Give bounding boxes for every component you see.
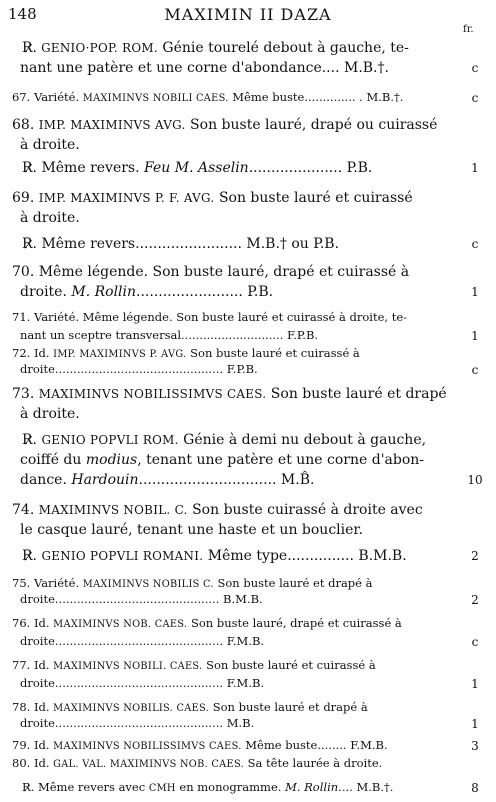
line-text bbox=[12, 346, 360, 360]
text-span: R̷. bbox=[22, 548, 42, 564]
text-line bbox=[0, 60, 496, 80]
text-span: nant une patère et une corne d'abondance.... M.B.†. bbox=[20, 60, 389, 76]
line-text bbox=[20, 362, 258, 376]
text-span: Son buste lauré, drapé ou cuirassé bbox=[185, 117, 438, 133]
line-text bbox=[12, 658, 376, 672]
text-span: IMP. MAXIMINVS AVG. bbox=[38, 118, 186, 132]
text-span: Feu M. Asselin bbox=[144, 160, 249, 176]
text-span: ..................... P.B. bbox=[248, 160, 373, 176]
text-span: MAXIMINVS NOBILI. CAES. bbox=[53, 661, 203, 672]
text-span: .... M.B.†. bbox=[338, 780, 394, 794]
text-span: Son buste lauré et cuirassé à bbox=[186, 346, 360, 360]
text-line bbox=[0, 310, 496, 330]
text-line bbox=[0, 284, 496, 304]
column-label: fr. bbox=[463, 24, 474, 35]
text-span: IMP. MAXIMINVS P. AVG. bbox=[53, 349, 187, 360]
text-span: 77. Id. bbox=[12, 658, 54, 672]
text-span: Son buste cuirassé à droite avec bbox=[187, 502, 423, 518]
text-line bbox=[0, 40, 496, 60]
text-span: Génie à demi nu debout à gauche, bbox=[178, 432, 427, 448]
text-line bbox=[0, 548, 496, 568]
text-span: 73. bbox=[12, 386, 39, 402]
text-span: GAL. VAL. MAXIMINVS NOB. CAES. bbox=[53, 759, 244, 770]
text-span: M. Rollin bbox=[285, 780, 339, 794]
text-span: 71. Variété. Même légende. Son buste lauré et cuirassé à droite, te- bbox=[12, 310, 408, 324]
text-line bbox=[0, 386, 496, 406]
line-text bbox=[12, 616, 402, 630]
line-text bbox=[22, 40, 409, 56]
text-span: 76. Id. bbox=[12, 616, 54, 630]
text-line bbox=[0, 210, 496, 230]
line-text bbox=[20, 472, 314, 488]
page-title: MAXIMIN II DAZA bbox=[164, 5, 332, 24]
text-span: 68. bbox=[12, 117, 39, 133]
text-span: 79. Id. bbox=[12, 738, 54, 752]
text-span: nant un sceptre transversal............................ F.P.B. bbox=[20, 328, 319, 342]
rarity-value: 2 bbox=[471, 593, 479, 607]
rarity-value: 1 bbox=[471, 285, 479, 299]
text-line bbox=[0, 328, 496, 348]
text-span: R̷. Même revers........................ M.B.† ou P.B. bbox=[22, 236, 340, 252]
text-span: Génie tourelé debout à gauche, te- bbox=[157, 40, 409, 56]
line-text bbox=[20, 716, 254, 730]
text-span: 78. Id. bbox=[12, 700, 54, 714]
text-span: MAXIMINVS NOB. CAES. bbox=[53, 619, 188, 630]
text-span: à droite. bbox=[20, 406, 80, 422]
text-span: droite. bbox=[20, 284, 72, 300]
text-line bbox=[0, 160, 496, 180]
text-span: ........................ P.B. bbox=[136, 284, 274, 300]
text-span: droite.............................................. F.M.B. bbox=[20, 676, 265, 690]
text-line bbox=[0, 264, 496, 284]
text-span: Son buste lauré et drapé bbox=[266, 386, 447, 402]
line-text bbox=[12, 117, 437, 133]
text-span: Même type............... B.M.B. bbox=[203, 548, 407, 564]
text-line bbox=[0, 522, 496, 542]
line-text bbox=[12, 756, 382, 770]
text-span: R̷. bbox=[22, 40, 37, 56]
text-span: GENIO·POP. ROM. bbox=[37, 41, 158, 55]
line-text bbox=[22, 160, 372, 176]
text-line bbox=[0, 738, 496, 758]
text-span: 75. Variété. bbox=[12, 576, 83, 590]
text-span: R̷. bbox=[22, 432, 42, 448]
line-text bbox=[22, 432, 426, 448]
line-text bbox=[12, 264, 409, 280]
text-span: MAXIMINVS NOBILISSIMVS CAES. bbox=[38, 387, 267, 401]
line-text bbox=[12, 738, 388, 752]
line-text bbox=[20, 522, 363, 538]
text-span: Son buste lauré et drapé à bbox=[213, 576, 373, 590]
rarity-value: c bbox=[471, 91, 479, 105]
text-line bbox=[0, 634, 496, 654]
rarity-value: 1 bbox=[471, 717, 479, 731]
text-span: en monogramme. bbox=[175, 780, 286, 794]
rarity-value: 10 bbox=[467, 473, 483, 487]
rarity-value: 2 bbox=[471, 549, 479, 563]
text-line bbox=[0, 90, 496, 110]
text-span: Son buste lauré et cuirassé à bbox=[202, 658, 376, 672]
line-text bbox=[12, 310, 407, 324]
text-span: Hardouin bbox=[71, 472, 139, 488]
rarity-value: 1 bbox=[471, 161, 479, 175]
text-span: IMP. MAXIMINVS P. F. AVG. bbox=[38, 191, 215, 205]
rarity-value: 8 bbox=[471, 781, 479, 795]
line-text bbox=[22, 548, 407, 564]
text-span: droite.............................................. M.B. bbox=[20, 716, 255, 730]
line-text bbox=[22, 780, 393, 794]
text-line bbox=[0, 658, 496, 678]
text-line bbox=[0, 362, 496, 382]
text-line bbox=[0, 716, 496, 736]
text-span: droite.............................................. F.P.B. bbox=[20, 362, 258, 376]
text-span: MAXIMINVS NOBILI CAES. bbox=[82, 93, 229, 104]
text-span: Même buste........ F.M.B. bbox=[241, 738, 388, 752]
text-line bbox=[0, 592, 496, 612]
text-span: 67. Variété. bbox=[12, 90, 83, 104]
text-span: GENIO POPVLI ROMANI. bbox=[41, 549, 204, 563]
text-span: droite.............................................. F.M.B. bbox=[20, 634, 265, 648]
text-span: à droite. bbox=[20, 210, 80, 226]
rarity-value: c bbox=[471, 237, 479, 251]
text-span: Son buste lauré et cuirassé bbox=[214, 190, 413, 206]
text-span: R̷. Même revers avec bbox=[22, 780, 149, 794]
text-span: le casque lauré, tenant une haste et un bouclier. bbox=[20, 522, 363, 538]
text-line bbox=[0, 780, 496, 800]
text-line bbox=[0, 676, 496, 696]
text-span: , tenant une patère et une corne d'abon- bbox=[137, 452, 425, 468]
rarity-value: 1 bbox=[471, 677, 479, 691]
text-line bbox=[0, 406, 496, 426]
text-span: CMH bbox=[148, 783, 176, 794]
line-text bbox=[20, 452, 424, 468]
text-span: 74. bbox=[12, 502, 39, 518]
text-span: modius bbox=[85, 452, 138, 468]
text-span: 69. bbox=[12, 190, 39, 206]
text-span: 80. Id. bbox=[12, 756, 54, 770]
text-span: 70. Même légende. Son buste lauré, drapé et cuirassé à bbox=[12, 264, 410, 280]
line-text bbox=[12, 502, 423, 518]
rarity-value: c bbox=[471, 363, 479, 377]
text-span: Son buste lauré et drapé à bbox=[209, 700, 368, 714]
line-text bbox=[20, 592, 263, 606]
line-text bbox=[12, 700, 368, 714]
line-text bbox=[22, 236, 339, 252]
text-span: ............................... M.B̂. bbox=[138, 472, 315, 488]
text-span: R̷. Même revers. bbox=[22, 160, 145, 176]
text-span: coiffé du bbox=[20, 452, 86, 468]
line-text bbox=[20, 284, 273, 300]
text-span: MAXIMINVS NOBILISSIMVS CAES. bbox=[53, 741, 242, 752]
text-span: MAXIMINVS NOBIL. C. bbox=[38, 503, 188, 517]
text-span: dance. bbox=[20, 472, 72, 488]
line-text bbox=[12, 90, 403, 104]
line-text bbox=[12, 576, 373, 590]
text-span: MAXIMINVS NOBILIS C. bbox=[82, 579, 214, 590]
text-span: MAXIMINVS NOBILIS. CAES. bbox=[53, 703, 210, 714]
text-line bbox=[0, 502, 496, 522]
rarity-value: 1 bbox=[471, 329, 479, 343]
text-span: Même buste.............. . M.B.†. bbox=[228, 90, 404, 104]
line-text bbox=[20, 210, 80, 226]
line-text bbox=[20, 676, 264, 690]
text-span: Son buste lauré, drapé et cuirassé à bbox=[187, 616, 402, 630]
line-text bbox=[20, 328, 318, 342]
page-number: 148 bbox=[8, 5, 37, 23]
rarity-value: c bbox=[471, 635, 479, 649]
text-line bbox=[0, 190, 496, 210]
text-line bbox=[0, 756, 496, 776]
text-line bbox=[0, 117, 496, 137]
text-span: GENIO POPVLI ROM. bbox=[41, 433, 179, 447]
line-text bbox=[20, 137, 80, 153]
text-line bbox=[0, 616, 496, 636]
text-line bbox=[0, 432, 496, 452]
text-span: Sa tête laurée à droite. bbox=[244, 756, 383, 770]
text-line bbox=[0, 137, 496, 157]
rarity-value: 3 bbox=[471, 739, 479, 753]
line-text bbox=[12, 190, 413, 206]
line-text bbox=[12, 386, 447, 402]
text-span: droite............................................. B.M.B. bbox=[20, 592, 263, 606]
text-line bbox=[0, 472, 496, 492]
line-text bbox=[20, 60, 389, 76]
text-line bbox=[0, 452, 496, 472]
text-span: 72. Id. bbox=[12, 346, 54, 360]
text-line bbox=[0, 236, 496, 256]
text-span: à droite. bbox=[20, 137, 80, 153]
text-span: M. Rollin bbox=[71, 284, 137, 300]
line-text bbox=[20, 634, 264, 648]
rarity-value: c bbox=[471, 61, 479, 75]
line-text bbox=[20, 406, 80, 422]
